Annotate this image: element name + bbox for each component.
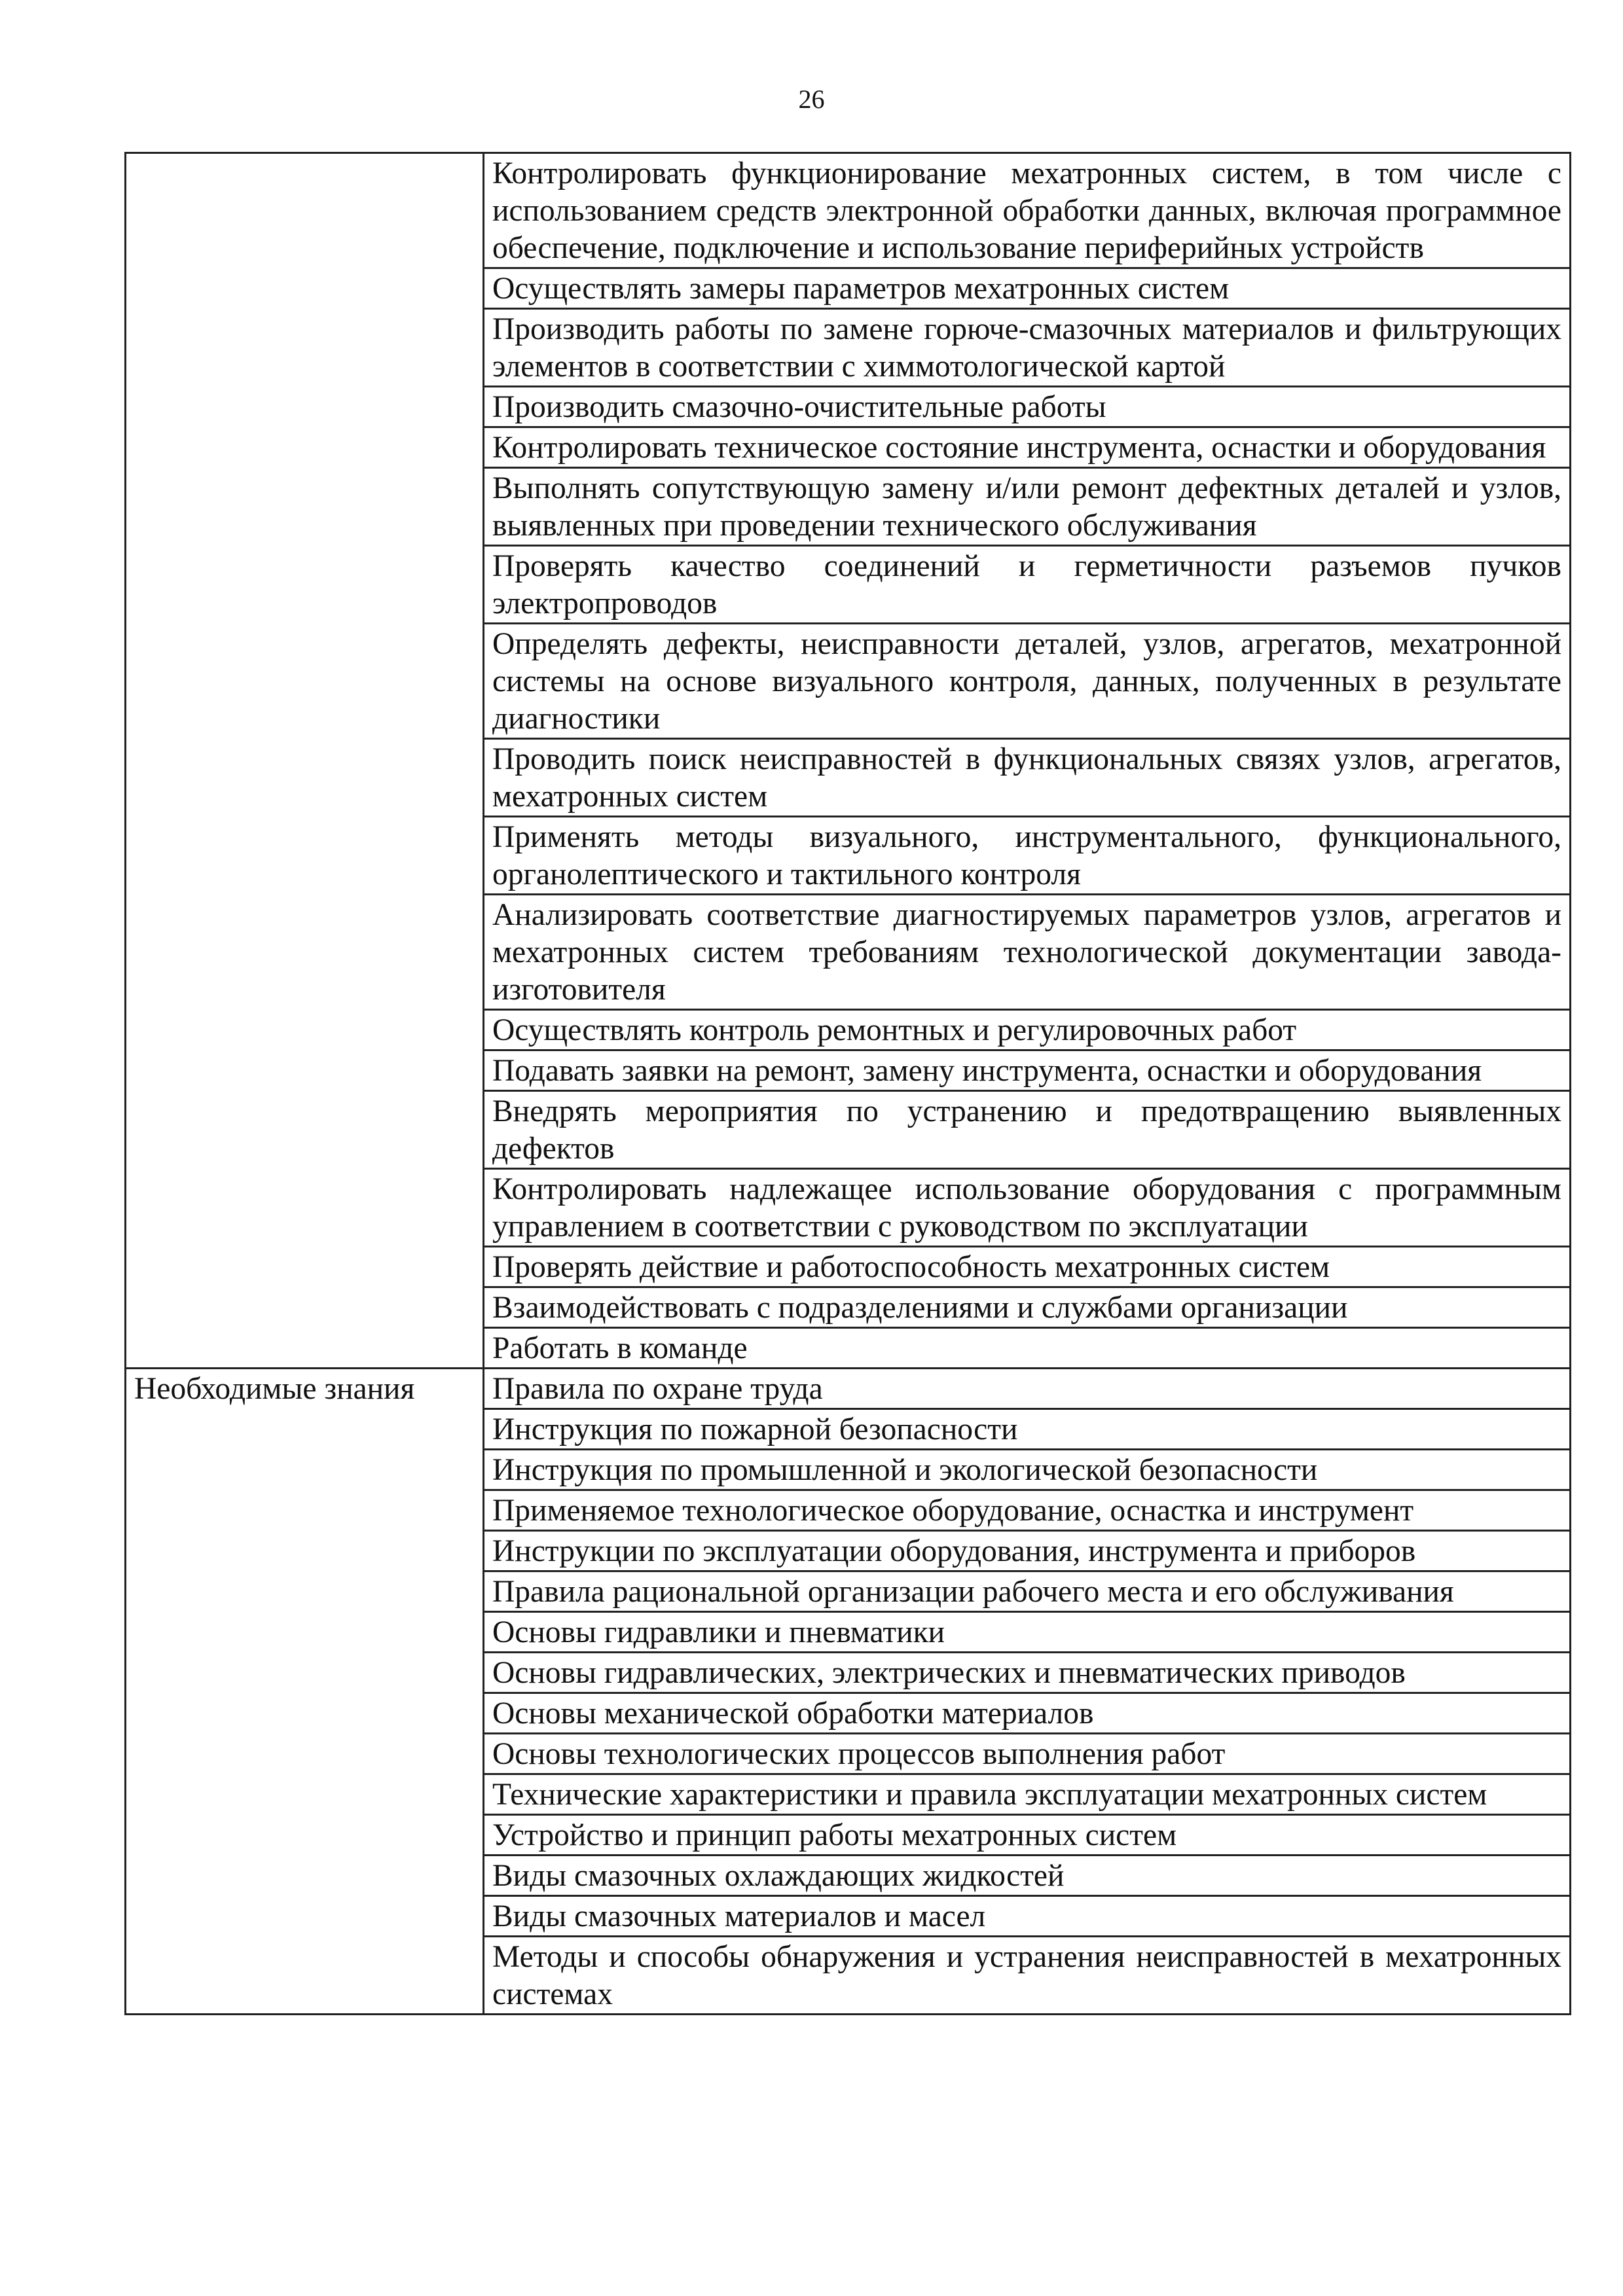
knowledge-item: Инструкция по пожарной безопасности	[484, 1409, 1571, 1450]
skill-item: Проверять действие и работоспособность мехатронных систем	[484, 1247, 1571, 1287]
skill-item: Проводить поиск неисправностей в функциональных связях узлов, агрегатов, мехатронных систем	[484, 739, 1571, 817]
skill-item: Осуществлять замеры параметров мехатронных систем	[484, 268, 1571, 309]
knowledge-item: Основы гидравлических, электрических и пневматических приводов	[484, 1653, 1571, 1693]
skill-item: Проверять качество соединений и герметичности разъемов пучков электропроводов	[484, 546, 1571, 624]
skill-item: Производить работы по замене горюче-смазочных материалов и фильтрующих элементов в соответствии с химмотологической картой	[484, 309, 1571, 387]
knowledge-item: Технические характеристики и правила эксплуатации мехатронных систем	[484, 1774, 1571, 1815]
knowledge-item: Правила по охране труда	[484, 1369, 1571, 1409]
skill-item: Определять дефекты, неисправности деталей, узлов, агрегатов, мехатронной системы на основе визуального контроля, данных, полученных в результате диагностики	[484, 624, 1571, 739]
skill-item: Внедрять мероприятия по устранению и предотвращению выявленных дефектов	[484, 1091, 1571, 1169]
skill-item: Выполнять сопутствующую замену и/или ремонт дефектных деталей и узлов, выявленных при проведении технического обслуживания	[484, 468, 1571, 546]
knowledge-item: Инструкция по промышленной и экологической безопасности	[484, 1450, 1571, 1490]
knowledge-item: Правила рациональной организации рабочего места и его обслуживания	[484, 1571, 1571, 1612]
knowledge-item: Основы механической обработки материалов	[484, 1693, 1571, 1734]
knowledge-item: Виды смазочных материалов и масел	[484, 1896, 1571, 1937]
skill-item: Производить смазочно-очистительные работы	[484, 387, 1571, 427]
knowledge-item: Применяемое технологическое оборудование, оснастка и инструмент	[484, 1490, 1571, 1531]
table-body	[126, 153, 1571, 2015]
knowledge-item: Основы гидравлики и пневматики	[484, 1612, 1571, 1653]
skill-item: Подавать заявки на ремонт, замену инструмента, оснастки и оборудования	[484, 1050, 1571, 1091]
knowledge-item: Инструкции по эксплуатации оборудования, инструмента и приборов	[484, 1531, 1571, 1571]
knowledge-item: Устройство и принцип работы мехатронных систем	[484, 1815, 1571, 1856]
skill-item: Работать в команде	[484, 1328, 1571, 1369]
table-row	[126, 153, 1571, 268]
page-number: 26	[798, 84, 825, 114]
competency-table	[124, 152, 1571, 2015]
skill-item: Взаимодействовать с подразделениями и службами организации	[484, 1287, 1571, 1328]
table-row	[126, 1369, 1571, 1409]
category-cell-knowledge: Необходимые знания	[126, 1369, 484, 2015]
skill-item: Анализировать соответствие диагностируемых параметров узлов, агрегатов и мехатронных систем требованиям технологической документации завода-изготовителя	[484, 895, 1571, 1010]
knowledge-item: Основы технологических процессов выполнения работ	[484, 1734, 1571, 1774]
category-cell-empty	[126, 153, 484, 1369]
skill-item: Контролировать техническое состояние инструмента, оснастки и оборудования	[484, 427, 1571, 468]
skill-item: Осуществлять контроль ремонтных и регулировочных работ	[484, 1010, 1571, 1050]
knowledge-item: Методы и способы обнаружения и устранения неисправностей в мехатронных системах	[484, 1937, 1571, 2015]
knowledge-item: Виды смазочных охлаждающих жидкостей	[484, 1856, 1571, 1896]
skill-item: Контролировать функционирование мехатронных систем, в том числе с использованием средств электронной обработки данных, включая программное обеспечение, подключение и использование периферийных устройств	[484, 153, 1571, 268]
skill-item: Применять методы визуального, инструментального, функционального, органолептического и тактильного контроля	[484, 817, 1571, 895]
skill-item: Контролировать надлежащее использование оборудования с программным управлением в соответствии с руководством по эксплуатации	[484, 1169, 1571, 1247]
